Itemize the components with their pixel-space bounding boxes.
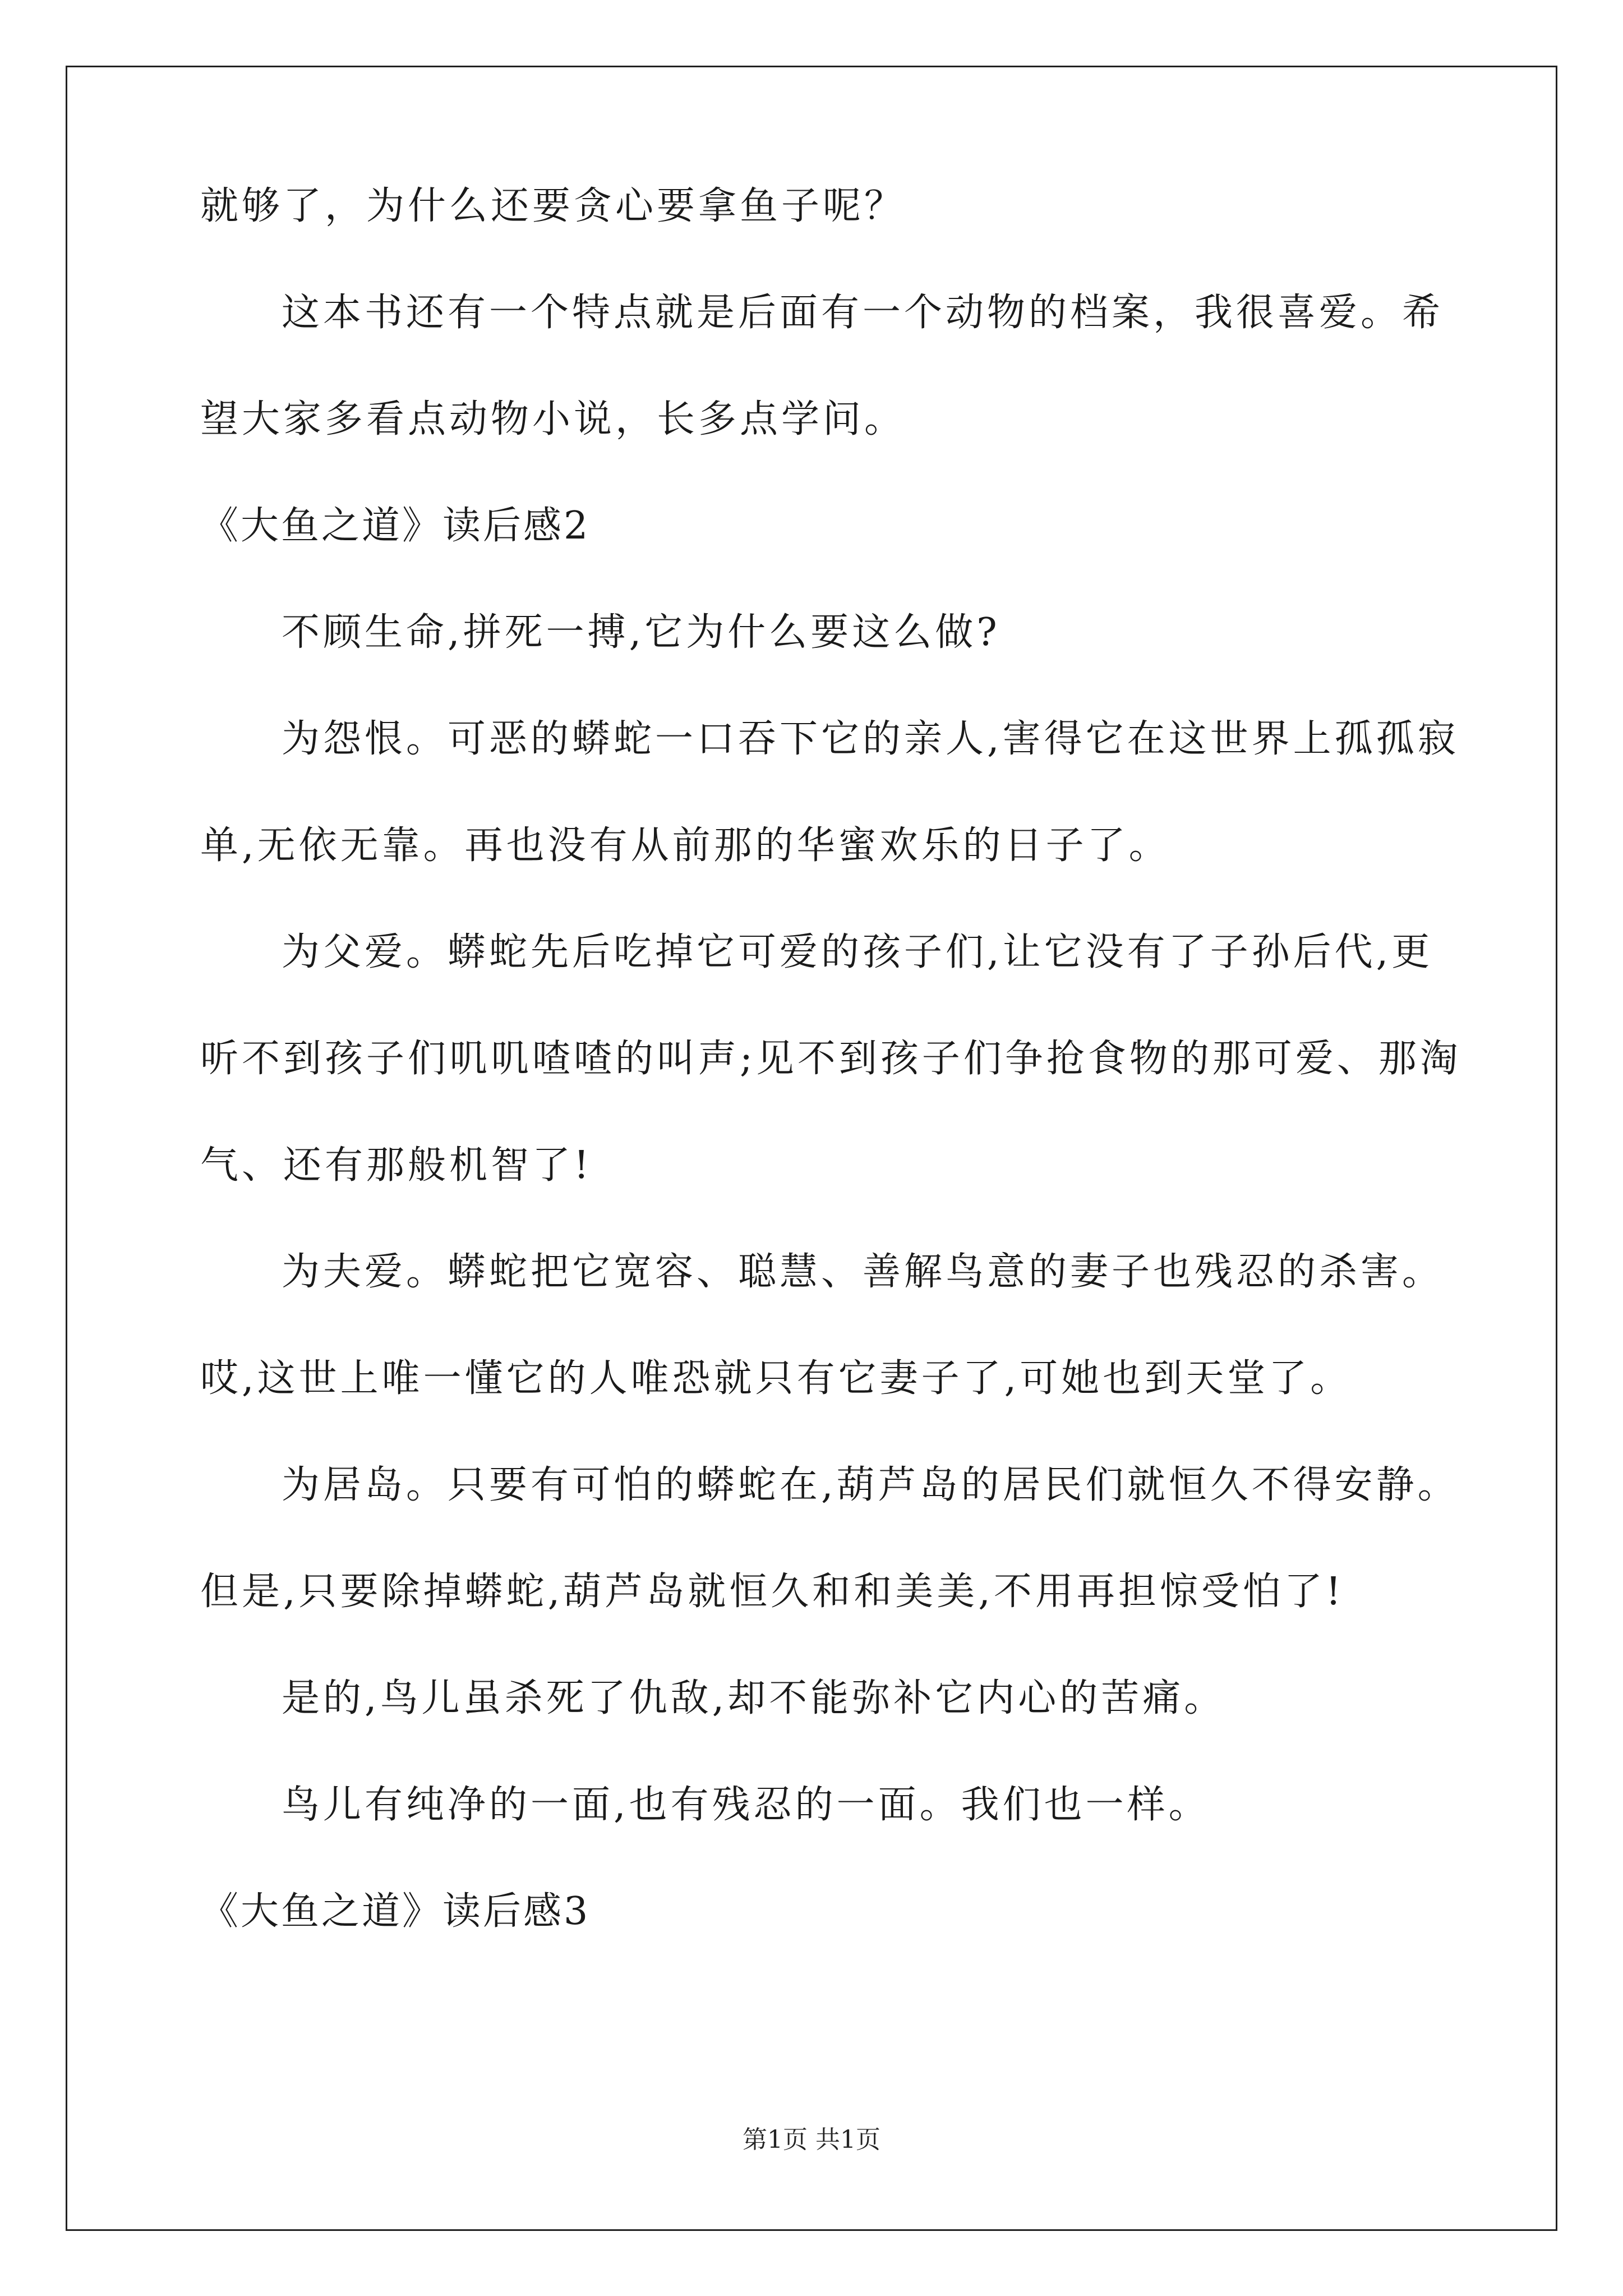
page-footer: 第1页 共1页 [743, 2125, 880, 2154]
text-line: 望大家多看点动物小说，长多点学问。 [200, 397, 906, 441]
text-line: 单,无依无靠。再也没有从前那的华蜜欢乐的日子了。 [200, 823, 1170, 868]
paragraph-line: 为夫爱。蟒蛇把它宽容、聪慧、善解鸟意的妻子也残忍的杀害。 [282, 1250, 1444, 1294]
text-line: 哎,这世上唯一懂它的人唯恐就只有它妻子了,可她也到天堂了。 [200, 1356, 1352, 1401]
paragraph-line: 是的,鸟儿虽杀死了仇敌,却不能弥补它内心的苦痛。 [282, 1676, 1226, 1720]
section-heading: 《大鱼之道》读后感2 [200, 504, 591, 548]
text-line: 就够了，为什么还要贪心要拿鱼子呢？ [200, 184, 906, 228]
paragraph-line: 为怨恨。可恶的蟒蛇一口吞下它的亲人,害得它在这世界上孤孤寂 [282, 717, 1459, 761]
section-heading: 《大鱼之道》读后感3 [200, 1889, 591, 1934]
document-body [200, 185, 1462, 1997]
paragraph-line: 不顾生命,拼死一搏,它为什么要这么做? [282, 610, 1000, 655]
text-line: 气、还有那般机智了! [200, 1143, 593, 1188]
paragraph-line: 为父爱。蟒蛇先后吃掉它可爱的孩子们,让它没有了子孙后代,更 [282, 930, 1433, 974]
paragraph-line: 这本书还有一个特点就是后面有一个动物的档案，我很喜爱。希 [282, 291, 1444, 335]
text-line: 听不到孩子们叽叽喳喳的叫声;见不到孩子们争抢食物的那可爱、那淘 [200, 1037, 1461, 1081]
text-line: 但是,只要除掉蟒蛇,葫芦岛就恒久和和美美,不用再担惊受怕了! [200, 1570, 1345, 1614]
paragraph-line: 为居岛。只要有可怕的蟒蛇在,葫芦岛的居民们就恒久不得安静。 [282, 1463, 1459, 1507]
paragraph-line: 鸟儿有纯净的一面,也有残忍的一面。我们也一样。 [282, 1783, 1210, 1827]
